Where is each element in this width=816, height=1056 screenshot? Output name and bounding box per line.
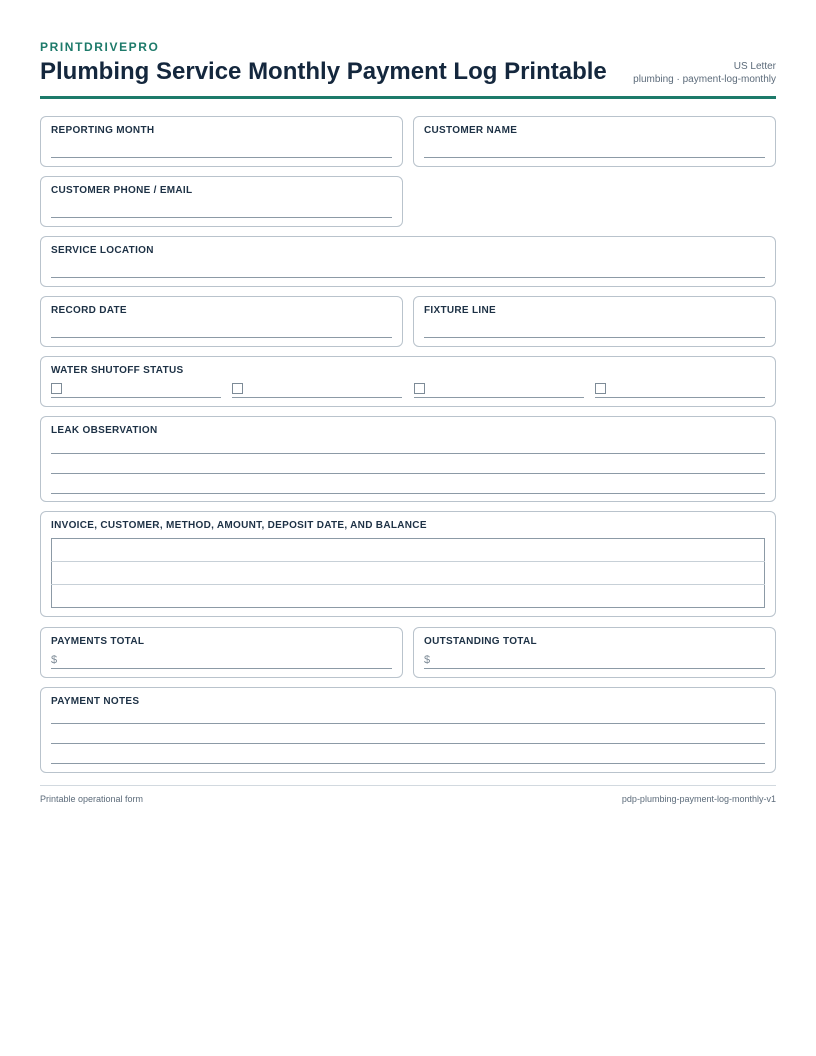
table-cell[interactable] xyxy=(52,562,765,585)
payment-notes-field xyxy=(40,687,776,773)
service-location-field xyxy=(40,236,776,287)
water-shutoff-label: WATER SHUTOFF STATUS xyxy=(51,365,184,376)
fixture-line-field xyxy=(413,296,776,347)
customer-name-input[interactable] xyxy=(424,157,765,158)
payments-total-field xyxy=(40,627,403,678)
table-cell[interactable] xyxy=(52,585,765,608)
record-date-label: RECORD DATE xyxy=(51,305,127,316)
currency-symbol: $ xyxy=(51,654,58,666)
fixture-line-input[interactable] xyxy=(424,337,765,338)
customer-name-label: CUSTOMER NAME xyxy=(424,125,518,136)
payments-table-field xyxy=(40,511,776,617)
leak-observation-field xyxy=(40,416,776,502)
payment-notes-line-2[interactable] xyxy=(51,743,765,744)
shutoff-option-2[interactable] xyxy=(232,383,402,399)
reporting-month-label: REPORTING MONTH xyxy=(51,125,155,136)
customer-contact-input[interactable] xyxy=(51,217,392,218)
paper-size: US Letter xyxy=(733,61,776,72)
option-line xyxy=(414,397,584,398)
record-date-field xyxy=(40,296,403,347)
payments-total-label: PAYMENTS TOTAL xyxy=(51,636,145,647)
reporting-month-input[interactable] xyxy=(51,157,392,158)
leak-observation-line-3[interactable] xyxy=(51,493,765,494)
footer-note: Printable operational form xyxy=(40,794,144,804)
checkbox[interactable] xyxy=(232,383,243,394)
payments-total-input[interactable] xyxy=(51,668,392,669)
leak-observation-line-1[interactable] xyxy=(51,453,765,454)
water-shutoff-field xyxy=(40,356,776,407)
service-location-label: SERVICE LOCATION xyxy=(51,245,154,256)
fixture-line-label: FIXTURE LINE xyxy=(424,305,496,316)
header-divider xyxy=(40,96,776,99)
customer-contact-label: CUSTOMER PHONE / EMAIL xyxy=(51,185,193,196)
currency-symbol: $ xyxy=(424,654,431,666)
footer-divider xyxy=(40,785,776,786)
shutoff-option-3[interactable] xyxy=(414,383,584,399)
table-cell[interactable] xyxy=(52,539,765,562)
payment-notes-line-3[interactable] xyxy=(51,763,765,764)
form-id: pdp-plumbing-payment-log-monthly-v1 xyxy=(621,794,776,804)
outstanding-total-field xyxy=(413,627,776,678)
leak-observation-line-2[interactable] xyxy=(51,473,765,474)
table-row xyxy=(52,562,765,585)
outstanding-total-input[interactable] xyxy=(424,668,765,669)
shutoff-option-4[interactable] xyxy=(595,383,765,399)
customer-contact-field xyxy=(40,176,403,227)
payments-table-label: INVOICE, CUSTOMER, METHOD, AMOUNT, DEPOSIT DATE, AND BALANCE xyxy=(51,520,427,531)
payments-table xyxy=(51,538,765,608)
shutoff-option-1[interactable] xyxy=(51,383,221,399)
checkbox[interactable] xyxy=(51,383,62,394)
option-line xyxy=(595,397,765,398)
page-title: Plumbing Service Monthly Payment Log Printable xyxy=(40,58,607,85)
header-meta xyxy=(633,60,776,86)
outstanding-total-label: OUTSTANDING TOTAL xyxy=(424,636,537,647)
checkbox[interactable] xyxy=(414,383,425,394)
reporting-month-field xyxy=(40,116,403,167)
record-date-input[interactable] xyxy=(51,337,392,338)
customer-name-field xyxy=(413,116,776,167)
table-row xyxy=(52,539,765,562)
service-location-input[interactable] xyxy=(51,277,765,278)
payment-notes-label: PAYMENT NOTES xyxy=(51,696,140,707)
leak-observation-label: LEAK OBSERVATION xyxy=(51,425,158,436)
brand-name: PRINTDRIVEPRO xyxy=(40,40,160,54)
form-tags: plumbing · payment-log-monthly xyxy=(633,74,776,85)
option-line xyxy=(51,397,221,398)
checkbox[interactable] xyxy=(595,383,606,394)
payment-notes-line-1[interactable] xyxy=(51,723,765,724)
table-row xyxy=(52,585,765,608)
option-line xyxy=(232,397,402,398)
